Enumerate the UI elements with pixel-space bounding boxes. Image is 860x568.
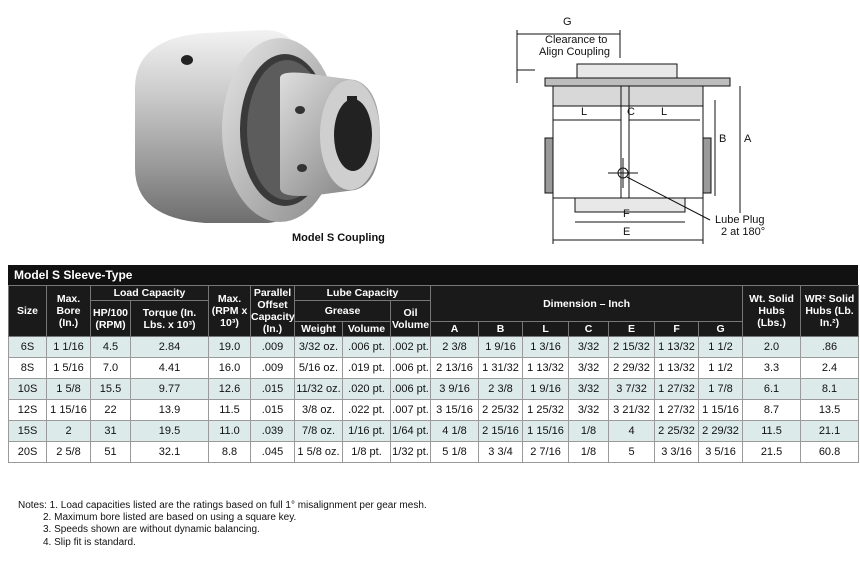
table-cell: 1 25/32 [523, 400, 569, 421]
table-cell: 51 [91, 442, 131, 463]
table-cell: 2 3/8 [431, 337, 479, 358]
table-cell: 4.41 [131, 358, 209, 379]
table-cell: 1/8 [569, 442, 609, 463]
table-cell: 32.1 [131, 442, 209, 463]
table-cell: 3 21/32 [609, 400, 655, 421]
table-cell: 7/8 oz. [295, 421, 343, 442]
table-cell: 2 15/32 [609, 337, 655, 358]
table-cell: .015 [251, 379, 295, 400]
table-cell: 1 3/16 [523, 337, 569, 358]
notes [18, 500, 427, 549]
table-cell: 2 25/32 [479, 400, 523, 421]
table-cell: 1 13/32 [655, 358, 699, 379]
table-cell: .007 pt. [391, 400, 431, 421]
table-cell: .022 pt. [343, 400, 391, 421]
table-cell: 1 1/16 [47, 337, 91, 358]
table-cell: 1 9/16 [523, 379, 569, 400]
table-cell: 8.8 [209, 442, 251, 463]
table-cell: 3.3 [743, 358, 801, 379]
spec-table-section [8, 265, 858, 463]
table-cell: 1/32 pt. [391, 442, 431, 463]
table-cell: 1 31/32 [479, 358, 523, 379]
table-cell: 9.77 [131, 379, 209, 400]
table-cell: 6S [9, 337, 47, 358]
table-cell: 10S [9, 379, 47, 400]
table-cell: 1 27/32 [655, 379, 699, 400]
header-dim-c: C [569, 322, 609, 337]
table-cell: 3 15/16 [431, 400, 479, 421]
table-cell: 15S [9, 421, 47, 442]
table-cell: 31 [91, 421, 131, 442]
table-cell: 21.5 [743, 442, 801, 463]
table-cell: 5/16 oz. [295, 358, 343, 379]
table-cell: 3 5/16 [699, 442, 743, 463]
dim-label-l2: L [661, 106, 668, 118]
table-cell: 5 1/8 [431, 442, 479, 463]
table-cell: 2 [47, 421, 91, 442]
table-row [9, 337, 859, 358]
table-cell: 11.5 [743, 421, 801, 442]
table-cell: 4 1/8 [431, 421, 479, 442]
table-cell: 21.1 [801, 421, 859, 442]
table-cell: 12S [9, 400, 47, 421]
table-cell: 60.8 [801, 442, 859, 463]
table-cell: 3/32 [569, 379, 609, 400]
table-cell: .002 pt. [391, 337, 431, 358]
table-row [9, 358, 859, 379]
spec-table [8, 285, 859, 463]
table-cell: .019 pt. [343, 358, 391, 379]
header-dim-g: G [699, 322, 743, 337]
table-cell: 19.5 [131, 421, 209, 442]
table-cell: .009 [251, 358, 295, 379]
table-cell: 11.0 [209, 421, 251, 442]
table-cell: 1 5/8 oz. [295, 442, 343, 463]
header-parallel-offset: Parallel Offset Capacity (In.) [251, 287, 295, 335]
table-cell: 19.0 [209, 337, 251, 358]
table-cell: 7.0 [91, 358, 131, 379]
table-cell: 1 15/16 [699, 400, 743, 421]
table-cell: 13.9 [131, 400, 209, 421]
header-hp100: HP/100 (RPM) [91, 301, 131, 337]
dim-label-c: C [627, 106, 635, 118]
header-dim-f: F [655, 322, 699, 337]
table-cell: 8S [9, 358, 47, 379]
table-cell: 1/8 [569, 421, 609, 442]
table-cell: .86 [801, 337, 859, 358]
dim-label-align: Align Coupling [539, 46, 610, 58]
table-cell: 1/64 pt. [391, 421, 431, 442]
header-dim-l: L [523, 322, 569, 337]
table-row [9, 442, 859, 463]
header-dim-b: B [479, 322, 523, 337]
header-dim-a: A [431, 322, 479, 337]
dim-label-lube: Lube Plug [715, 214, 765, 226]
table-cell: 16.0 [209, 358, 251, 379]
table-cell: .006 pt. [343, 337, 391, 358]
table-cell: 4.5 [91, 337, 131, 358]
table-cell: 5 [609, 442, 655, 463]
table-cell: 3 3/4 [479, 442, 523, 463]
table-cell: 3/32 [569, 400, 609, 421]
table-cell: 1 9/16 [479, 337, 523, 358]
header-volume: Volume [343, 322, 391, 337]
table-cell: .006 pt. [391, 358, 431, 379]
table-cell: 1 5/16 [47, 358, 91, 379]
table-cell: .006 pt. [391, 379, 431, 400]
table-cell: 12.6 [209, 379, 251, 400]
table-cell: 3/32 [569, 358, 609, 379]
table-cell: 1/16 pt. [343, 421, 391, 442]
table-cell: 6.1 [743, 379, 801, 400]
table-cell: .020 pt. [343, 379, 391, 400]
table-cell: .039 [251, 421, 295, 442]
table-cell: 3/8 oz. [295, 400, 343, 421]
dim-label-l1: L [581, 106, 588, 118]
table-cell: 8.1 [801, 379, 859, 400]
header-grease: Grease [295, 301, 391, 322]
table-cell: 2.84 [131, 337, 209, 358]
table-cell: 8.7 [743, 400, 801, 421]
header-dim-e: E [609, 322, 655, 337]
table-cell: 11.5 [209, 400, 251, 421]
table-cell: 2 29/32 [609, 358, 655, 379]
note-4: 4. Slip fit is standard. [43, 536, 136, 548]
header-dimension: Dimension – Inch [431, 286, 743, 322]
table-cell: 1 1/2 [699, 337, 743, 358]
dimension-drawing [505, 8, 775, 248]
table-cell: 1 7/8 [699, 379, 743, 400]
table-cell: 22 [91, 400, 131, 421]
table-cell: 3 3/16 [655, 442, 699, 463]
header-torque: Torque (In. Lbs. x 10³) [131, 301, 209, 337]
dim-label-g: G [563, 16, 572, 28]
table-cell: 1 13/32 [523, 358, 569, 379]
table-cell: 2 13/16 [431, 358, 479, 379]
table-cell: 2 29/32 [699, 421, 743, 442]
table-cell: .045 [251, 442, 295, 463]
table-cell: .009 [251, 337, 295, 358]
table-row [9, 379, 859, 400]
table-cell: 2 5/8 [47, 442, 91, 463]
note-3: 3. Speeds shown are without dynamic balancing. [43, 524, 260, 536]
header-max-bore: Max. Bore (In.) [47, 286, 91, 337]
dim-label-clearance: Clearance to [545, 34, 608, 46]
coupling-photo [95, 18, 395, 240]
table-cell: 20S [9, 442, 47, 463]
header-max-rpm: Max. (RPM x 10³) [209, 286, 251, 337]
header-weight: Weight [295, 322, 343, 337]
table-cell: 2.0 [743, 337, 801, 358]
table-cell: 1 13/32 [655, 337, 699, 358]
dim-label-b: B [719, 133, 727, 145]
header-wr2: WR² Solid Hubs (Lb. In.²) [801, 286, 859, 337]
table-cell: 1/8 pt. [343, 442, 391, 463]
table-cell: 4 [609, 421, 655, 442]
table-title: Model S Sleeve-Type [8, 265, 858, 285]
dim-label-e: E [623, 226, 631, 238]
table-cell: 1 27/32 [655, 400, 699, 421]
table-cell: 11/32 oz. [295, 379, 343, 400]
table-cell: 13.5 [801, 400, 859, 421]
header-size: Size [9, 286, 47, 337]
note-2: 2. Maximum bore listed are based on using a square key. [43, 512, 297, 524]
table-cell: 2 25/32 [655, 421, 699, 442]
header-weight-solid-hubs: Wt. Solid Hubs (Lbs.) [743, 286, 801, 337]
table-row [9, 400, 859, 421]
dim-label-f: F [623, 208, 630, 220]
header-oil-volume: Oil Volume [391, 301, 431, 337]
table-cell: 1 15/16 [523, 421, 569, 442]
dim-label-lube2: 2 at 180° [721, 226, 766, 238]
table-cell: 2 7/16 [523, 442, 569, 463]
header-load-capacity: Load Capacity [91, 286, 209, 301]
table-cell: 1 5/8 [47, 379, 91, 400]
table-cell: 3 9/16 [431, 379, 479, 400]
note-1: Notes: 1. Load capacities listed are the ratings based on full 1° misalignment per gear mesh. [18, 500, 427, 511]
dim-label-a: A [744, 133, 752, 145]
header-lube-capacity: Lube Capacity [295, 286, 431, 301]
spec-table-body [9, 337, 859, 463]
table-cell: .015 [251, 400, 295, 421]
table-cell: 2 15/16 [479, 421, 523, 442]
photo-caption: Model S Coupling [292, 232, 385, 244]
table-cell: 2.4 [801, 358, 859, 379]
table-cell: 1 15/16 [47, 400, 91, 421]
table-cell: 3/32 oz. [295, 337, 343, 358]
table-cell: 15.5 [91, 379, 131, 400]
table-row [9, 421, 859, 442]
table-cell: 1 1/2 [699, 358, 743, 379]
table-cell: 3/32 [569, 337, 609, 358]
table-cell: 3 7/32 [609, 379, 655, 400]
table-cell: 2 3/8 [479, 379, 523, 400]
